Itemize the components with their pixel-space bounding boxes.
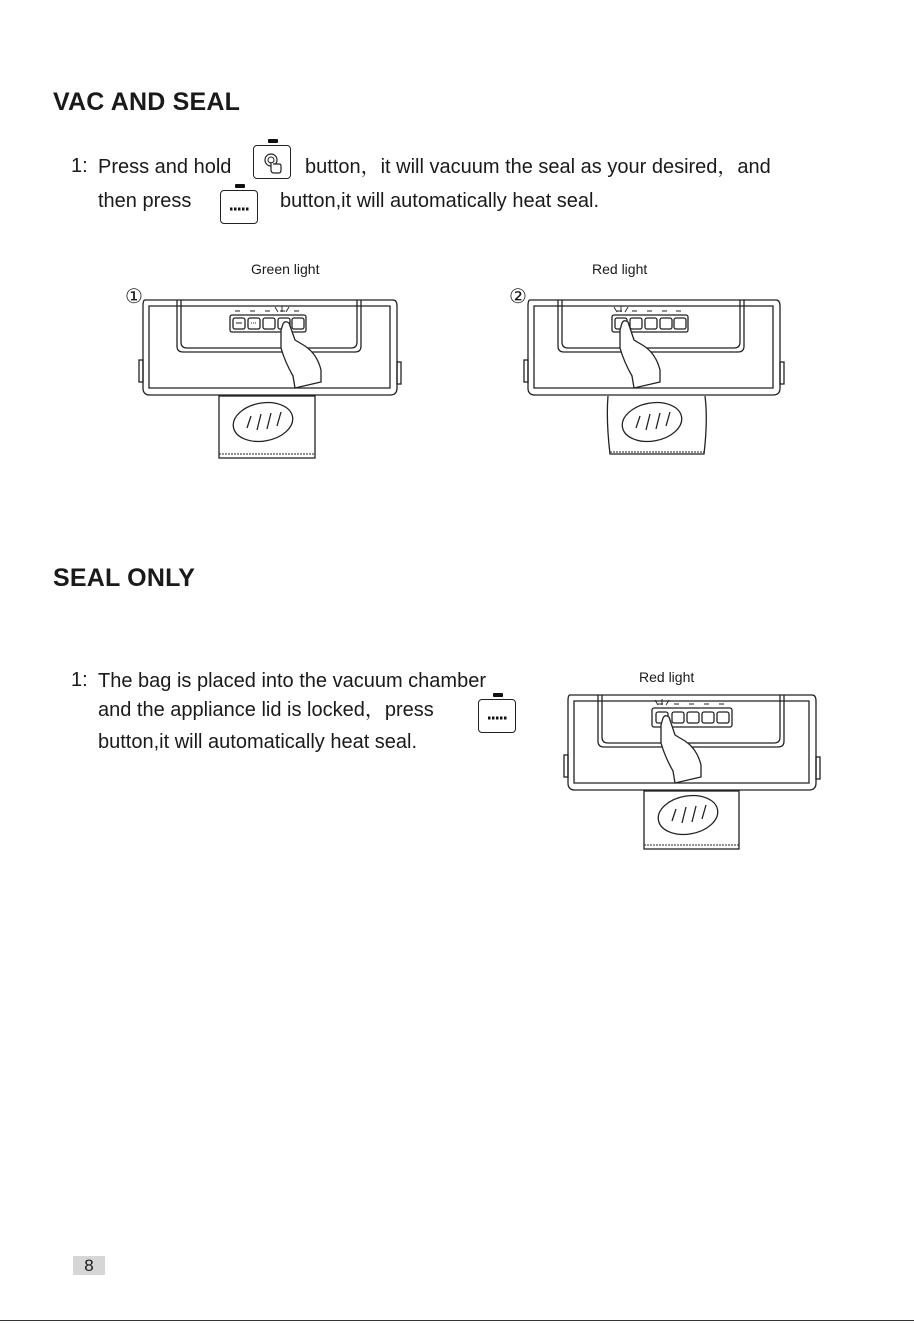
light-glow-icon bbox=[655, 699, 669, 705]
instruction-text: then press bbox=[98, 190, 192, 212]
vacuum-sealer-illustration bbox=[560, 685, 830, 860]
instruction-text: and the appliance lid is locked，press bbox=[98, 699, 434, 721]
figure-marker: ① bbox=[125, 284, 143, 308]
figure-caption: Red light bbox=[592, 261, 648, 277]
section-title-vac-and-seal: VAC AND SEAL bbox=[53, 88, 241, 116]
figure-caption: Red light bbox=[639, 669, 695, 685]
vacuum-sealer-illustration bbox=[135, 290, 405, 465]
hand-pointer-icon bbox=[661, 716, 701, 783]
instruction-text: button,it will automatically heat seal. bbox=[280, 190, 600, 212]
instruction-text: The bag is placed into the vacuum chamber bbox=[98, 670, 486, 692]
light-glow-icon bbox=[275, 306, 289, 312]
seal-button-icon bbox=[478, 699, 516, 733]
seal-button-icon bbox=[220, 190, 258, 224]
figure-caption: Green light bbox=[251, 261, 320, 277]
vac-seal-button-icon bbox=[253, 145, 291, 179]
hand-pointer-icon bbox=[620, 321, 660, 388]
bottom-divider bbox=[0, 1320, 914, 1321]
section-title-seal-only: SEAL ONLY bbox=[53, 564, 196, 592]
instruction-text: button，it will vacuum the seal as your desired，and bbox=[305, 156, 771, 178]
figure-marker: ② bbox=[509, 284, 527, 308]
instruction-text: Press and hold bbox=[98, 156, 232, 178]
page-number: 8 bbox=[73, 1256, 105, 1275]
light-glow-icon bbox=[614, 306, 628, 312]
step-number: 1: bbox=[71, 155, 88, 177]
vacuum-sealer-illustration bbox=[520, 290, 790, 465]
instruction-text: button,it will automatically heat seal. bbox=[98, 731, 418, 753]
step-number: 1: bbox=[71, 669, 88, 691]
